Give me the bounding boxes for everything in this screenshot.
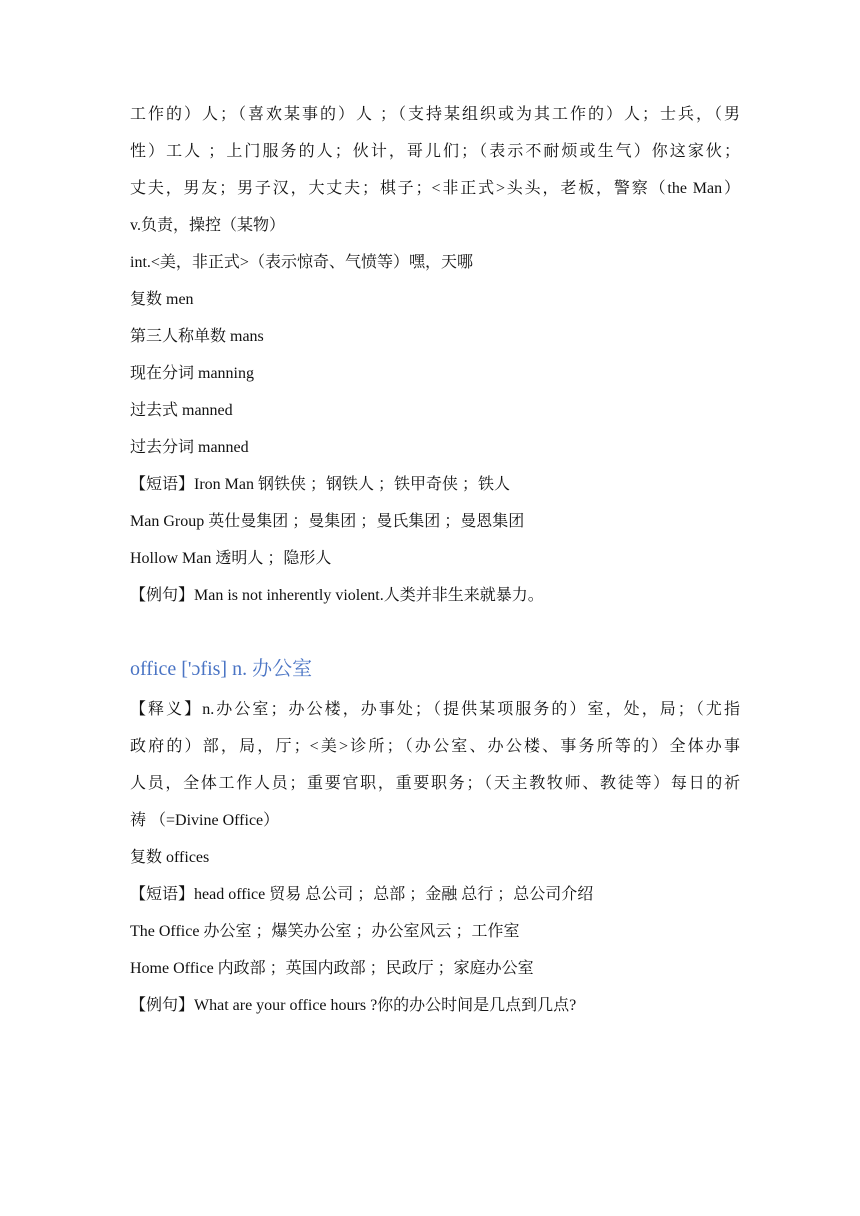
- verb-definition: v.负责，操控（某物）: [130, 217, 285, 234]
- phrase-line: 【短语】Iron Man 钢铁侠 ；钢铁人 ；铁甲奇侠 ；铁人: [130, 476, 510, 493]
- example-sentence: 【例句】Man is not inherently violent.人类并非生来就暴力。: [130, 587, 544, 604]
- phrase-line: 【短语】head office 贸易 总公司 ；总部 ；金融 总行 ；总公司介绍: [130, 886, 594, 903]
- definition-line: 政府的）部，局，厅；<美>诊所；（办公室、办公楼、事务所等的）全体办事: [130, 738, 740, 755]
- phrase-line: Hollow Man 透明人 ；隐形人: [130, 550, 332, 567]
- phrase-line: Man Group 英仕曼集团 ；曼集团 ；曼氏集团 ；曼恩集团: [130, 513, 525, 530]
- definition-line: 丈夫，男友；男子汉，大丈夫；棋子；<非正式>头头，老板，警察（the Man）: [130, 180, 740, 197]
- phrase-line: Home Office 内政部 ；英国内政部 ；民政厅 ；家庭办公室: [130, 960, 534, 977]
- past-tense: 过去式 manned: [130, 402, 233, 419]
- example-sentence: 【例句】What are your office hours ?你的办公时间是几点到几点?: [130, 997, 577, 1014]
- present-participle: 现在分词 manning: [130, 365, 254, 382]
- definition-line: 祷 （=Divine Office）: [130, 812, 280, 829]
- interjection-definition: int.<美，非正式>（表示惊奇、气愤等）嘿，天哪: [130, 254, 473, 271]
- entry-heading: office ['ɔfis] n. 办公室: [130, 658, 313, 680]
- definition-line: 【释义】n.办公室；办公楼，办事处；（提供某项服务的）室，处，局；（尤指: [130, 701, 740, 718]
- third-person-singular: 第三人称单数 mans: [130, 328, 264, 345]
- definition-line: 工作的）人；（喜欢某事的）人 ；（支持某组织或为其工作的）人；士兵，（男: [130, 106, 740, 123]
- plural-form: 复数 offices: [130, 849, 210, 866]
- definition-line: 人员，全体工作人员；重要官职，重要职务；（天主教牧师、教徒等）每日的祈: [130, 775, 740, 792]
- phrase-line: The Office 办公室 ；爆笑办公室 ；办公室风云 ；工作室: [130, 923, 520, 940]
- definition-line: 性）工人 ；上门服务的人；伙计，哥儿们；（表示不耐烦或生气）你这家伙；: [130, 143, 740, 160]
- past-participle: 过去分词 manned: [130, 439, 249, 456]
- plural-form: 复数 men: [130, 291, 194, 308]
